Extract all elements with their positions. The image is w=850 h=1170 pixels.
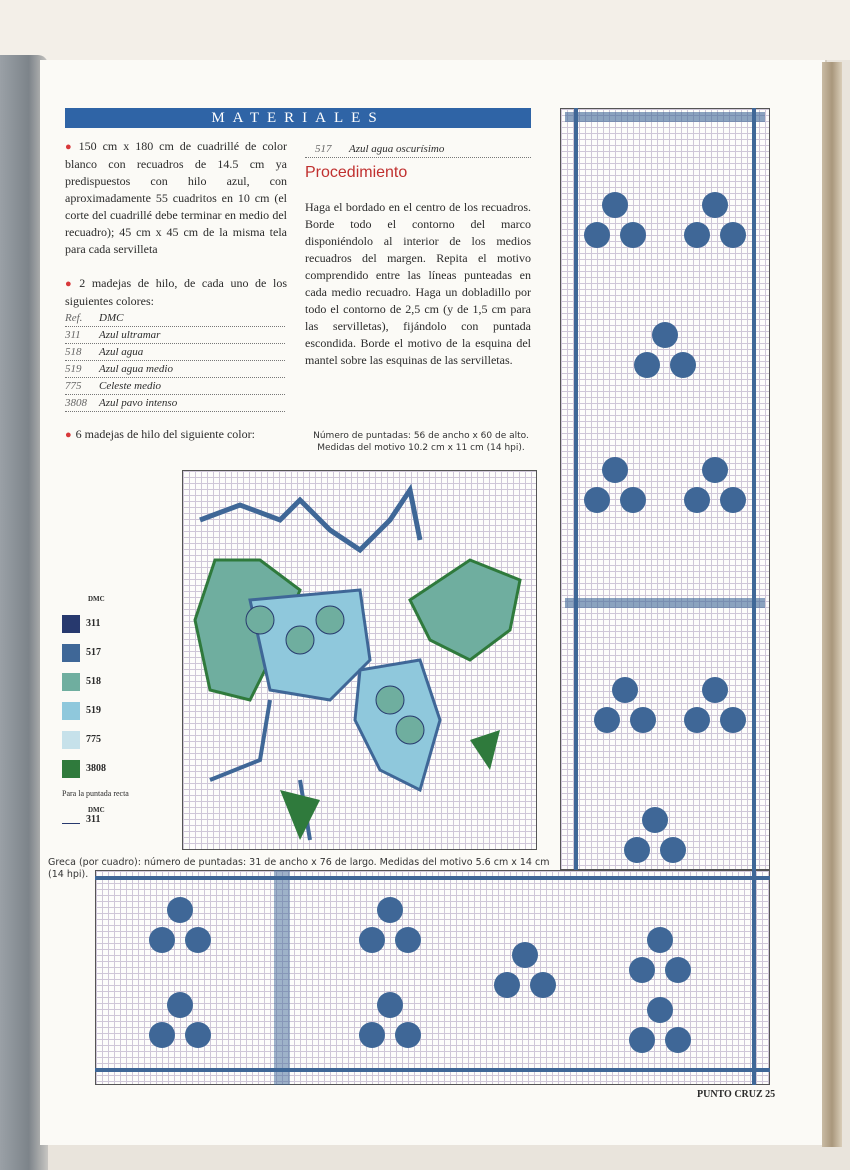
legend-item <box>62 696 129 725</box>
legend-item <box>62 609 129 638</box>
straight-stitch-header: DMC <box>88 806 105 814</box>
grape-dot <box>246 606 274 634</box>
grape-dot <box>395 927 421 953</box>
thread-ref: 519 <box>65 363 82 375</box>
grape-dot <box>684 487 710 513</box>
legend-item <box>62 638 129 667</box>
color-legend <box>62 595 129 825</box>
magazine-name: PUNTO CRUZ <box>697 1089 763 1100</box>
thread-name: Azul agua medio <box>99 363 173 375</box>
grape-dot <box>702 192 728 218</box>
grape-dot <box>167 992 193 1018</box>
grape-dot <box>660 837 686 863</box>
page-number: 25 <box>765 1089 776 1100</box>
thread-name: Azul ultramar <box>99 329 161 341</box>
straight-stitch-item <box>62 814 129 825</box>
thread-ref: 775 <box>65 380 82 392</box>
grape-dot <box>629 1027 655 1053</box>
swatch-519 <box>62 702 80 720</box>
grape-dot <box>670 352 696 378</box>
grape-dot <box>647 927 673 953</box>
grape-dot <box>720 487 746 513</box>
swatch-517 <box>62 644 80 662</box>
ref-header: Ref. <box>65 312 83 324</box>
grape-dot <box>642 807 668 833</box>
grape-dot <box>185 1022 211 1048</box>
dmc-header: DMC <box>99 312 124 324</box>
materials-item-text: 2 madejas de hilo, de cada uno de los siguientes colores: <box>65 276 287 308</box>
straight-line-swatch <box>62 816 80 824</box>
legend-code: 311 <box>86 618 101 629</box>
grape-dot <box>185 927 211 953</box>
grape-dot <box>167 897 193 923</box>
grape-dot <box>684 707 710 733</box>
materials-heading: MATERIALES <box>65 108 531 128</box>
thread-name: Azul agua oscurísimo <box>349 143 445 155</box>
legend-code: 518 <box>86 676 101 687</box>
grape-dot <box>665 1027 691 1053</box>
grape-dot <box>612 677 638 703</box>
grape-dot <box>494 972 520 998</box>
page-footer <box>697 1089 775 1100</box>
grape-dot <box>620 222 646 248</box>
bullet-icon: ● <box>65 141 75 153</box>
thread-ref: 518 <box>65 346 82 358</box>
grape-dot <box>584 222 610 248</box>
grape-dot <box>634 352 660 378</box>
grape-motif <box>195 490 520 840</box>
grape-dot <box>624 837 650 863</box>
legend-header: DMC <box>88 595 105 603</box>
grape-dot <box>665 957 691 983</box>
grape-dot <box>149 1022 175 1048</box>
swatch-775 <box>62 731 80 749</box>
procedure-heading: Procedimiento <box>305 164 408 181</box>
motif-stitch-count: Número de puntadas: 56 de ancho x 60 de alto. <box>313 431 529 441</box>
thread-name: Azul pavo intenso <box>99 397 178 409</box>
grape-dot <box>652 322 678 348</box>
grape-dot <box>630 707 656 733</box>
grape-dot <box>720 707 746 733</box>
grape-dot <box>359 1022 385 1048</box>
legend-code: 775 <box>86 734 101 745</box>
legend-item <box>62 725 129 754</box>
grape-dot <box>584 487 610 513</box>
grape-dot <box>395 1022 421 1048</box>
grape-dot <box>377 992 403 1018</box>
grape-dot <box>684 222 710 248</box>
grape-dot <box>602 457 628 483</box>
straight-stitch-label: Para la puntada recta <box>62 789 129 798</box>
motif-dimensions: Medidas del motivo 10.2 cm x 11 cm (14 hpi). <box>317 443 525 453</box>
bullet-icon: ● <box>65 429 72 441</box>
grape-dot <box>594 707 620 733</box>
thread-name: Celeste medio <box>99 380 162 392</box>
legend-code: 517 <box>86 647 101 658</box>
legend-code: 3808 <box>86 763 106 774</box>
thread-name: Azul agua <box>99 346 144 358</box>
legend-code: 311 <box>86 814 101 825</box>
grape-dot <box>377 897 403 923</box>
materials-item-text: 6 madejas de hilo del siguiente color: <box>75 427 255 441</box>
grape-dot <box>376 686 404 714</box>
legend-item <box>62 754 129 783</box>
grape-dot <box>149 927 175 953</box>
swatch-311 <box>62 615 80 633</box>
grape-dot <box>396 716 424 744</box>
grape-dot <box>702 457 728 483</box>
grape-dot <box>720 222 746 248</box>
grape-dot <box>602 192 628 218</box>
grape-dot <box>316 606 344 634</box>
thread-ref: 517 <box>315 143 332 155</box>
grape-dot <box>359 927 385 953</box>
bullet-icon: ● <box>65 278 76 290</box>
grape-dot <box>620 487 646 513</box>
grape-dot <box>629 957 655 983</box>
grape-dot <box>702 677 728 703</box>
legend-code: 519 <box>86 705 101 716</box>
swatch-518 <box>62 673 80 691</box>
grape-dot <box>512 942 538 968</box>
procedure-text: Haga el bordado en el centro de los recuadros. Borde todo el contorno del marco disponiéndolo al interior de los medios recuadros del margen. Repita el motivo comprendido entre las líneas punteadas en cada medio recuadro. Haga un dobladillo por todo el contorno de 2,5 cm (y de 1,5 cm para las servilletas), fijándolo con puntada escondida. Borde el motivo de la esquina del mantel sobre las esquinas de las servilletas. <box>305 200 531 367</box>
thread-ref: 3808 <box>65 397 87 409</box>
grape-dot <box>530 972 556 998</box>
greca-caption: Greca (por cuadro): número de puntadas: 31 de ancho x 76 de largo. Medidas del motivo 5.6 cm x 14 cm (14 hpi). <box>48 857 550 880</box>
thread-ref: 311 <box>65 329 81 341</box>
swatch-3808 <box>62 760 80 778</box>
materials-item-text: 150 cm x 180 cm de cuadrillé de color blanco con recuadros de 14.5 cm ya predispuestos con hilo azul, con aproximadamente 55 cuadritos en 10 cm (el corte del cuadrillé debe terminar en medio del recuadro); 45 cm x 45 cm de la misma tela para cada servilleta <box>65 139 287 256</box>
grape-dot <box>286 626 314 654</box>
grape-dot <box>647 997 673 1023</box>
legend-item <box>62 667 129 696</box>
